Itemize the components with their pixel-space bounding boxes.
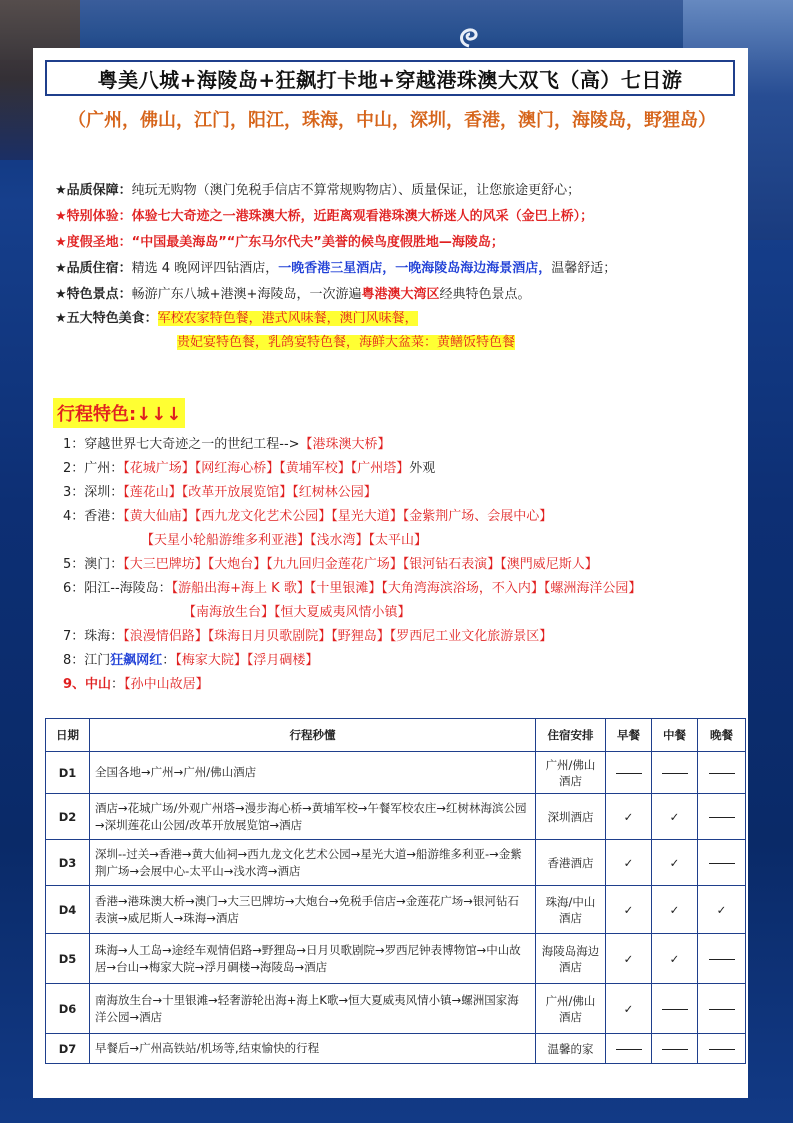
table-row (46, 752, 746, 794)
feature-prefix: 2：广州： (63, 461, 124, 476)
highlight-special: ★特别体验：体验七大奇迹之一港珠澳大桥，近距离观看港珠澳大桥迷人的风采（金巴上桥）； (55, 209, 594, 224)
hotel-cell: 温馨的家 (536, 1034, 606, 1064)
feature-prefix: 9、中山 (63, 677, 112, 692)
feature-spots: 【花城广场】【网红海心桥】【黄埔军校】【广州塔】 (123, 461, 410, 476)
features-heading: 行程特色:↓↓↓ (53, 398, 185, 428)
header-hotel: 住宿安排 (536, 719, 606, 752)
schedule-header-row (46, 719, 746, 752)
header-lunch: 中餐 (652, 719, 698, 752)
day-cell: D2 (46, 794, 90, 840)
header-breakfast: 早餐 (606, 719, 652, 752)
dinner-cell (698, 840, 746, 886)
feature-spots: 【黄大仙庙】【西九龙文化艺术公园】【星光大道】【金紫荆广场、会展中心】 (123, 509, 553, 524)
feature-prefix: 1：穿越世界七大奇迹之一的世纪工程--> (63, 437, 300, 452)
dinner-cell (698, 984, 746, 1034)
feature-spots: 【港珠澳大桥】 (299, 437, 391, 452)
highlight-spots: ★特色景点：畅游广东八城+港澳+海陵岛，一次游遍粤港澳大湾区经典特色景点。 (55, 287, 531, 302)
day-cell: D3 (46, 840, 90, 886)
lunch-cell (652, 984, 698, 1034)
feature-spots: 【南海放生台】【恒大夏威夷风情小镇】 (183, 605, 411, 620)
dinner-cell (698, 752, 746, 794)
feature-spots: 【游船出海+海上 K 歌】【十里银滩】【大角湾海滨浴场，不入内】【螺洲海洋公园】 (171, 581, 642, 596)
hotel-cell: 广州/佛山酒店 (536, 984, 606, 1034)
feature-item (183, 604, 411, 622)
day-cell: D5 (46, 934, 90, 984)
header-dinner: 晚餐 (698, 719, 746, 752)
highlight-food: ★五大特色美食：军校农家特色餐，港式风味餐，澳门风味餐， (55, 311, 418, 326)
dinner-cell: ✓ (698, 886, 746, 934)
breakfast-cell: ✓ (606, 934, 652, 984)
feature-prefix: 5：澳门： (63, 557, 124, 572)
itinerary-cell: 酒店→花城广场/外观广州塔→漫步海心桥→黄埔军校→午餐军校农庄→红树林海滨公园→深圳莲花山公园/改革开放展览馆→酒店 (90, 794, 536, 840)
feature-prefix: 7：珠海： (63, 629, 124, 644)
itinerary-cell: 深圳--过关→香港→黄大仙祠→西九龙文化艺术公园→星光大道→船游维多利亚-→金紫荆广场→会展中心-太平山→浅水湾→酒店 (90, 840, 536, 886)
no-meal-dash (709, 1049, 735, 1050)
itinerary-cell: 全国各地→广州→广州/佛山酒店 (90, 752, 536, 794)
feature-prefix: 6：阳江--海陵岛： (63, 581, 172, 596)
feature-item (63, 580, 641, 598)
feature-spots: 【浪漫情侣路】【珠海日月贝歌剧院】【野狸岛】【罗西尼工业文化旅游景区】 (123, 629, 553, 644)
lunch-cell (652, 1034, 698, 1064)
no-meal-dash (616, 773, 642, 774)
breakfast-cell: ✓ (606, 886, 652, 934)
no-meal-dash (662, 773, 688, 774)
highlight-hotel: ★品质住宿：精选 4 晚网评四钻酒店，一晚香港三星酒店，一晚海陵岛海边海景酒店，温馨舒适； (55, 261, 617, 276)
day-cell: D6 (46, 984, 90, 1034)
dinner-cell (698, 1034, 746, 1064)
no-meal-dash (709, 863, 735, 864)
feature-item (63, 652, 318, 670)
page-title: 粤美八城+海陵岛+狂飙打卡地+穿越港珠澳大双飞（高）七日游 (45, 60, 735, 96)
feature-prefix: ： (111, 677, 125, 692)
feature-suffix: 外观 (409, 461, 436, 476)
itinerary-cell: 香港→港珠澳大桥→澳门→大三巴牌坊→大炮台→免税手信店→金莲花广场→银河钻石表演→威尼斯人→珠海→酒店 (90, 886, 536, 934)
no-meal-dash (709, 959, 735, 960)
itinerary-cell: 珠海→人工岛→途经车观情侣路→野狸岛→日月贝歌剧院→罗西尼钟表博物馆→中山故居→台山→梅家大院→浮月碉楼→海陵岛→酒店 (90, 934, 536, 984)
feature-item (63, 628, 552, 646)
breakfast-cell: ✓ (606, 840, 652, 886)
feature-item (63, 556, 598, 574)
table-row (46, 984, 746, 1034)
day-cell: D7 (46, 1034, 90, 1064)
feature-item (63, 484, 377, 502)
feature-item (141, 532, 427, 550)
breakfast-cell (606, 1034, 652, 1064)
lunch-cell: ✓ (652, 794, 698, 840)
feature-spots: 【莲花山】【改革开放展览馆】【红树林公园】 (123, 485, 377, 500)
feature-spots: 【大三巴牌坊】【大炮台】【九九回归金莲花广场】【银河钻石表演】【澳門威尼斯人】 (123, 557, 598, 572)
feature-spots: 【孙中山故居】 (124, 677, 209, 692)
feature-prefix: 4：香港： (63, 509, 124, 524)
lunch-cell (652, 752, 698, 794)
swirl-logo-icon (455, 24, 483, 48)
no-meal-dash (709, 817, 735, 818)
no-meal-dash (662, 1049, 688, 1050)
hotel-cell: 香港酒店 (536, 840, 606, 886)
no-meal-dash (662, 1009, 688, 1010)
content-panel (33, 48, 748, 1098)
hotel-cell: 珠海/中山酒店 (536, 886, 606, 934)
feature-item (63, 436, 391, 454)
table-row (46, 934, 746, 984)
city-list: （广州，佛山，江门，阳江，珠海，中山，深圳，香港，澳门，海陵岛，野狸岛） (68, 110, 716, 131)
table-row (46, 1034, 746, 1064)
breakfast-cell: ✓ (606, 984, 652, 1034)
table-row (46, 794, 746, 840)
no-meal-dash (709, 773, 735, 774)
breakfast-cell (606, 752, 652, 794)
hotel-cell: 海陵岛海边酒店 (536, 934, 606, 984)
table-row (46, 886, 746, 934)
feature-item (63, 676, 209, 694)
itinerary-cell: 早餐后→广州高铁站/机场等,结束愉快的行程 (90, 1034, 536, 1064)
highlight-resort: ★度假圣地：“中国最美海岛”“广东马尔代夫”美誉的候鸟度假胜地—海陵岛； (55, 235, 504, 250)
breakfast-cell: ✓ (606, 794, 652, 840)
feature-spots: 【梅家大院】【浮月碉楼】 (175, 653, 319, 668)
hotel-cell: 广州/佛山酒店 (536, 752, 606, 794)
lunch-cell: ✓ (652, 934, 698, 984)
schedule-table (45, 718, 746, 1064)
feature-prefix: 8：江门 (63, 653, 111, 668)
header-date: 日期 (46, 719, 90, 752)
no-meal-dash (616, 1049, 642, 1050)
highlight-food-line-2: 贵妃宴特色餐，乳鸽宴特色餐，海鲜大盆菜：黄鳝饭特色餐 (177, 335, 516, 350)
feature-prefix: ： (162, 653, 176, 668)
highlight-quality: ★品质保障：纯玩无购物（澳门免税手信店不算常规购物店）、质量保证，让您旅途更舒心； (55, 183, 581, 198)
day-cell: D1 (46, 752, 90, 794)
feature-spots: 【天星小轮船游维多利亚港】【浅水湾】【太平山】 (141, 533, 428, 548)
feature-highlight: 狂飙网红 (110, 653, 163, 668)
dinner-cell (698, 934, 746, 984)
day-cell: D4 (46, 886, 90, 934)
lunch-cell: ✓ (652, 840, 698, 886)
table-row (46, 840, 746, 886)
no-meal-dash (709, 1009, 735, 1010)
hotel-cell: 深圳酒店 (536, 794, 606, 840)
header-itinerary: 行程秒懂 (90, 719, 536, 752)
feature-prefix: 3：深圳： (63, 485, 124, 500)
dinner-cell (698, 794, 746, 840)
lunch-cell: ✓ (652, 886, 698, 934)
schedule-body (46, 752, 746, 1064)
itinerary-cell: 南海放生台→十里银滩→轻奢游轮出海+海上K歌→恒大夏威夷风情小镇→螺洲国家海洋公园→酒店 (90, 984, 536, 1034)
feature-item (63, 460, 435, 478)
feature-item (63, 508, 552, 526)
